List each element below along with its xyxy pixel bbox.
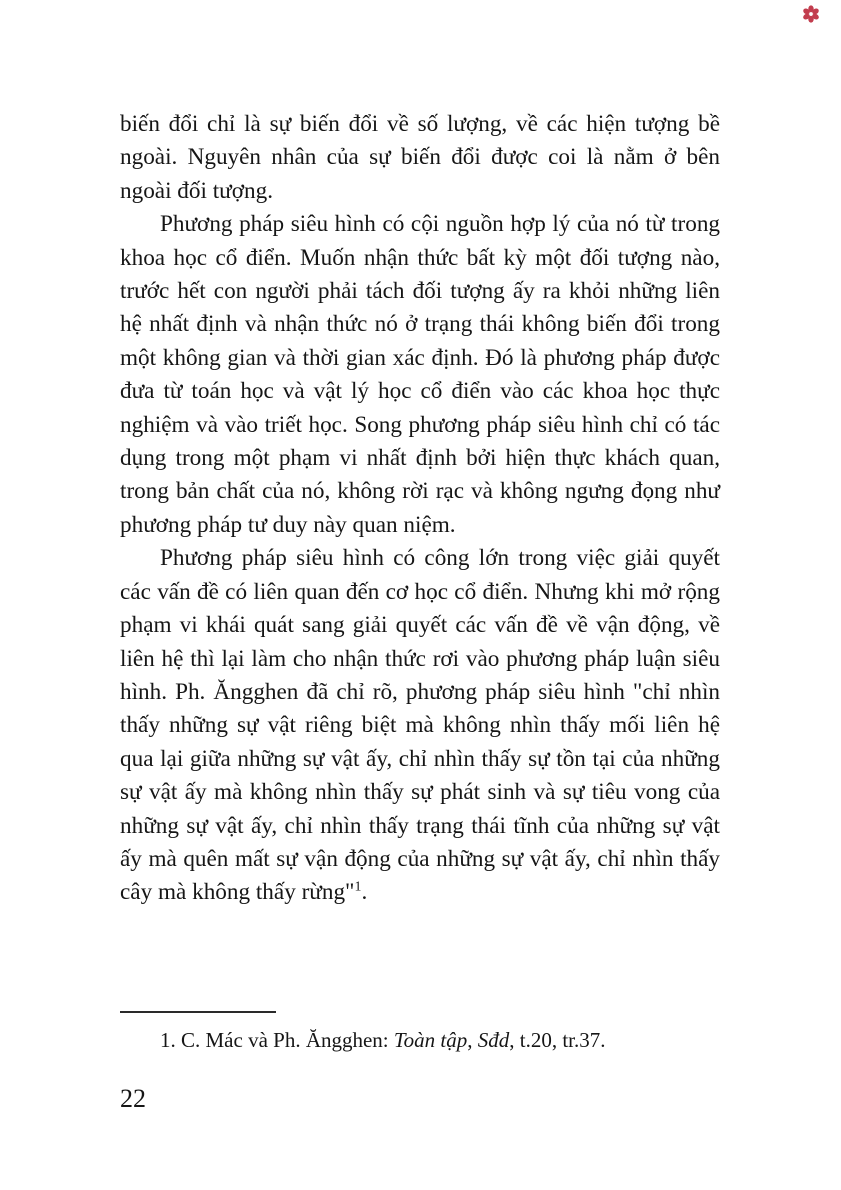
paragraph (120, 108, 720, 208)
flower-asterisk-icon (802, 5, 820, 23)
paragraph (120, 542, 720, 909)
text-run: , (467, 1028, 478, 1052)
text-run: . (361, 879, 368, 906)
text-run: biến đổi chỉ là sự biến đổi về số lượng, về các hiện tượng bề ngoài. Nguyên nhân của sự biến đổi được coi là nằm ở bên ngoài đối tượng. (120, 111, 720, 204)
body-text (120, 108, 720, 910)
text-run: 1. C. Mác và Ph. Ăngghen: (160, 1028, 394, 1052)
footnote-text (120, 1026, 720, 1055)
text-run: , t.20, tr.37. (509, 1028, 606, 1052)
text-run: Phương pháp siêu hình có công lớn trong việc giải quyết các vấn đề có liên quan đến cơ học cổ điển. Nhưng khi mở rộng phạm vi khái quát sang giải quyết các vấn đề về vận động, về liên hệ thì lại làm cho nhận thức rơi vào phương pháp luận siêu hình. Ph. Ăngghen đã chỉ rõ, phương pháp siêu hình "chỉ nhìn thấy những sự vật riêng biệt mà không nhìn thấy mối liên hệ qua lại giữa những sự vật ấy, chỉ nhìn thấy sự tồn tại của những sự vật ấy mà không nhìn thấy sự phát sinh và sự tiêu vong của những sự vật ấy, chỉ nhìn thấy trạng thái tĩnh của những sự vật ấy mà quên mất sự vận động của những sự vật ấy, chỉ nhìn thấy cây mà không thấy rừng" (120, 545, 720, 906)
text-run: Phương pháp siêu hình có cội nguồn hợp lý của nó từ trong khoa học cổ điển. Muốn nhận thức bất kỳ một đối tượng nào, trước hết con người phải tách đối tượng ấy ra khỏi những liên hệ nhất định và nhận thức nó ở trạng thái không biến đổi trong một không gian và thời gian xác định. Đó là phương pháp được đưa từ toán học và vật lý học cổ điển vào các khoa học thực nghiệm và vào triết học. Song phương pháp siêu hình chỉ có tác dụng trong một phạm vi nhất định bởi hiện thực khách quan, trong bản chất của nó, không rời rạc và không ngưng đọng như phương pháp tư duy này quan niệm. (120, 211, 720, 538)
footnote-area (120, 1011, 720, 1055)
paragraph (120, 208, 720, 542)
text-run: Sđd (477, 1028, 510, 1052)
footnote-separator (120, 1011, 276, 1013)
text-run: Toàn tập (393, 1028, 468, 1052)
page-number: 22 (120, 1084, 146, 1113)
footnote-marker: 1 (354, 879, 362, 895)
flower-ornament (802, 5, 820, 23)
